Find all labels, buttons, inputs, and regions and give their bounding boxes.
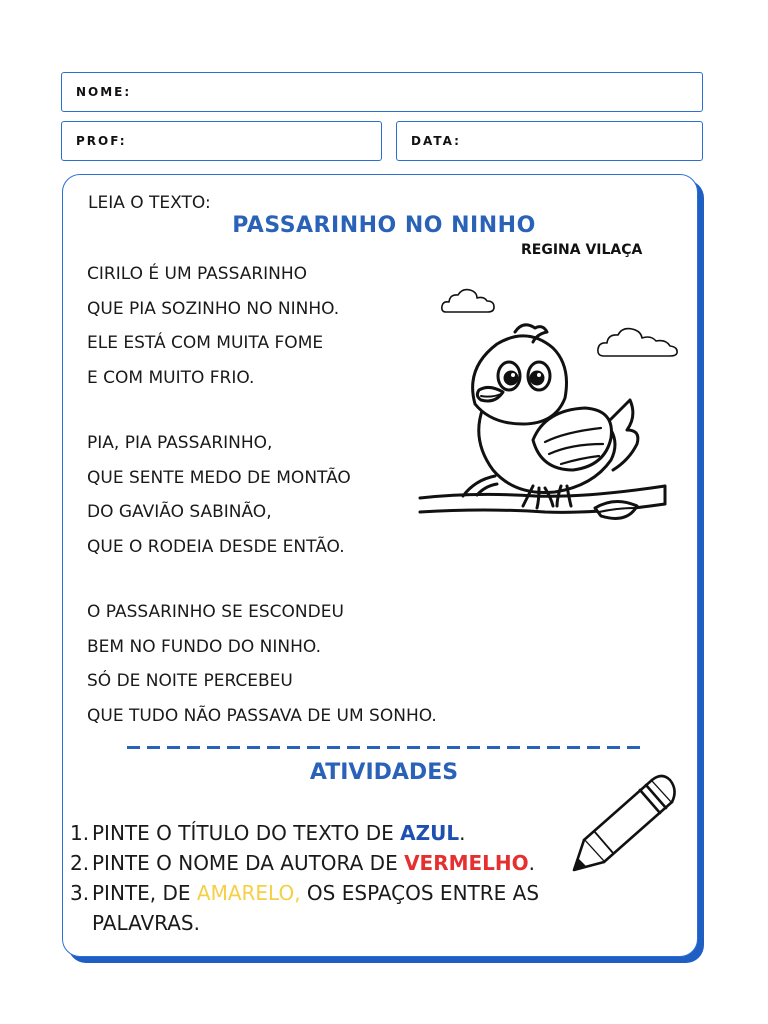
poem-line: PIA, PIA PASSARINHO, <box>87 433 273 453</box>
activity-number: 1. <box>70 821 90 845</box>
bird-on-branch-illustration <box>415 320 670 530</box>
poem-line: SÓ DE NOITE PERCEBEU <box>87 671 293 691</box>
activity-text-end: . <box>459 821 466 845</box>
poem-line: QUE TUDO NÃO PASSAVA DE UM SONHO. <box>87 705 437 726</box>
activity-text-end: . <box>528 851 536 875</box>
poem-line: O PASSARINHO SE ESCONDEU <box>87 602 344 622</box>
activity-item-2 <box>70 851 535 875</box>
author-name: REGINA VILAÇA <box>521 242 643 258</box>
pencil-icon <box>566 770 682 874</box>
poem-line: QUE SENTE MEDO DE MONTÃO <box>87 467 351 488</box>
activity-number: 3. <box>70 881 90 905</box>
teacher-field[interactable] <box>61 121 382 161</box>
color-word-blue: AZUL <box>400 821 460 845</box>
activity-item-1 <box>70 821 465 845</box>
poem-line: DO GAVIÃO SABINÃO, <box>87 502 272 522</box>
activities-heading: ATIVIDADES <box>309 760 459 785</box>
poem-line: QUE PIA SOZINHO NO NINHO. <box>87 298 340 319</box>
activity-number: 2. <box>70 851 90 875</box>
activity-item-3 <box>70 881 539 905</box>
date-field[interactable] <box>396 121 703 161</box>
name-label: NOME: <box>76 85 132 99</box>
text-title: PASSARINHO NO NINHO <box>232 213 536 238</box>
poem-line: ELE ESTÁ COM MUITA FOME <box>87 333 324 353</box>
poem-line: BEM NO FUNDO DO NINHO. <box>87 636 321 657</box>
activity-text: PINTE, DE <box>92 881 197 905</box>
stanza-2 <box>87 426 351 564</box>
date-label: DATA: <box>411 134 461 148</box>
teacher-label: PROF: <box>76 134 127 148</box>
stanza-1 <box>87 257 339 395</box>
poem-line: CIRILO É UM PASSARINHO <box>87 264 308 284</box>
color-word-yellow: AMARELO, <box>196 881 301 905</box>
activity-item-3-continuation: PALAVRAS. <box>92 911 200 935</box>
dashed-divider <box>127 746 645 749</box>
activity-text: PINTE O NOME DA AUTORA DE <box>92 851 405 875</box>
stanza-3 <box>87 595 437 733</box>
color-word-red: VERMELHO <box>404 851 529 875</box>
cloud-icon <box>440 286 496 316</box>
name-field[interactable] <box>61 72 703 112</box>
activity-text-end: OS ESPAÇOS ENTRE AS <box>300 881 540 905</box>
activity-text: PINTE O TÍTULO DO TEXTO DE <box>92 821 401 845</box>
poem-line: QUE O RODEIA DESDE ENTÃO. <box>87 536 345 557</box>
poem-line: E COM MUITO FRIO. <box>87 367 255 388</box>
instruction: LEIA O TEXTO: <box>88 193 211 213</box>
